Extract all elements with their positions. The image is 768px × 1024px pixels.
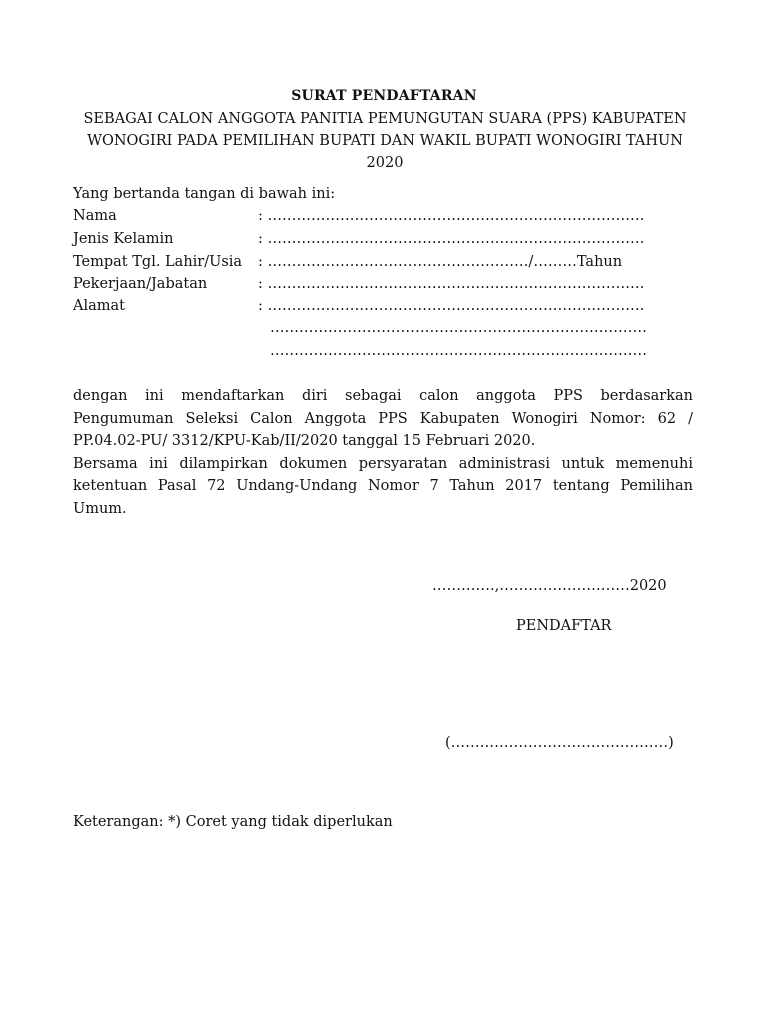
subtitle-line: SEBAGAI CALON ANGGOTA PANITIA PEMUNGUTAN SUARA (PPS) KABUPATEN	[83, 111, 687, 127]
paragraph-line: PP.04.02-PU/ 3312/KPU-Kab/II/2020 tanggal 15 Februari 2020.	[73, 433, 536, 449]
document-subtitle	[70, 108, 700, 174]
date-line: ………….,………………………2020	[432, 578, 667, 594]
signature-blank: (………………………………………)	[445, 735, 674, 751]
field-label-alamat: Alamat	[73, 298, 125, 314]
subtitle-line: 2020	[366, 155, 404, 171]
field-value-tempat-tgl-lahir: : ………………………………………………/………Tahun	[258, 254, 623, 270]
field-value-alamat-line: ……………………………………………………………………	[270, 320, 647, 336]
subtitle-line: WONOGIRI PADA PEMILIHAN BUPATI DAN WAKIL BUPATI WONOGIRI TAHUN	[87, 133, 683, 149]
intro-text: Yang bertanda tangan di bawah ini:	[73, 186, 336, 202]
signer-label: PENDAFTAR	[516, 618, 612, 634]
field-value-nama: : ……………………………………………………………………	[258, 208, 645, 224]
field-value-alamat: : ……………………………………………………………………	[258, 298, 645, 314]
paragraph-line: Pengumuman Seleksi Calon Anggota PPS Kabupaten Wonogiri Nomor: 62 /	[73, 410, 693, 427]
paragraph-line: Umum.	[73, 500, 127, 517]
registration-paragraph	[73, 385, 693, 520]
field-label-nama: Nama	[73, 208, 117, 224]
field-label-jenis-kelamin: Jenis Kelamin	[73, 231, 174, 247]
paragraph-line: dengan ini mendaftarkan diri sebagai calon anggota PPS berdasarkan	[73, 388, 693, 404]
document-title: SURAT PENDAFTARAN	[291, 88, 477, 104]
field-value-pekerjaan: : ……………………………………………………………………	[258, 276, 645, 292]
field-value-alamat-line: ……………………………………………………………………	[270, 343, 647, 359]
paragraph-line: Bersama ini dilampirkan dokumen persyaratan administrasi untuk memenuhi	[73, 455, 693, 472]
note-text: Keterangan: *) Coret yang tidak diperlukan	[73, 814, 393, 830]
field-value-jenis-kelamin: : ……………………………………………………………………	[258, 231, 645, 247]
paragraph-line: ketentuan Pasal 72 Undang-Undang Nomor 7 Tahun 2017 tentang Pemilihan	[73, 478, 693, 494]
field-label-tempat-tgl-lahir: Tempat Tgl. Lahir/Usia	[73, 254, 243, 270]
field-label-pekerjaan: Pekerjaan/Jabatan	[73, 276, 208, 292]
